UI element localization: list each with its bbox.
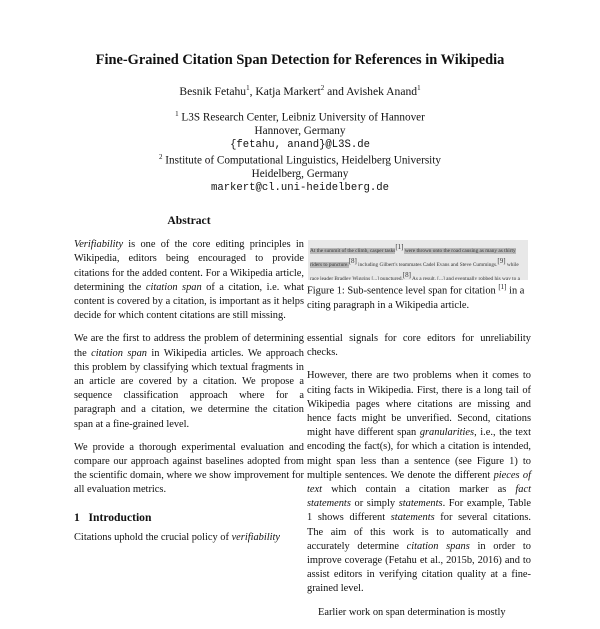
affiliation-2-name: Institute of Computational Linguistics, Heidelberg University [165, 154, 441, 167]
affiliation-1-location: Hannover, Germany [254, 125, 346, 138]
right-p2-t2: , i.e., the text encoding the fact(s), for which a citation is intended, might span less than a sentence (see Figure 1) to multiple sentences. We denote the different [307, 427, 531, 481]
abstract-p1-t1: is one of the core editing principles in Wikipedia, editors being encouraged to provide citations for the added content. For a Wikipedia article, determining the [74, 239, 304, 293]
intro-em1: verifiability [231, 531, 281, 543]
affiliation-2-email: markert@cl.uni-heidelberg.de [210, 181, 389, 194]
abstract-paragraph-3: We provide a thorough experimental evaluation and compare our approach against baselines adopted from the scientific domain, where we show improvement for all evaluation metrics. [74, 441, 304, 496]
right-p2-t4: or simply [350, 498, 399, 510]
author-2-sup: 2 [320, 84, 325, 92]
right-p2-em3: fact statements [307, 484, 531, 510]
abstract-p1-em1: Verifiability [74, 239, 124, 251]
figure-ref-3: [9] [497, 256, 506, 265]
right-p2-t5: . For example, Table 1 shows different [307, 498, 531, 524]
figure-ref-2: [8] [348, 256, 357, 265]
affiliation-2-sup: 2 [158, 153, 163, 161]
paper-title: Fine-Grained Citation Span Detection for References in Wikipedia [95, 52, 505, 68]
figure-span-4: while race leader Bradley Wiggins [...] punctured. [310, 261, 519, 280]
author-3: Avishek Anand [346, 84, 418, 98]
right-p2-em6: citation spans [406, 540, 470, 552]
abstract-p2-t2: in Wikipedia articles. We approach this problem by classifying which textual fragments in an article are covered by a citation. We propose a sequence classification approach where for a paragraph and a citation, we determine the citation span at a fine-grained level. [74, 347, 304, 430]
right-paragraph-2 [307, 369, 531, 596]
right-p2-t7: in order to improve coverage (Fetahu et al., 2015b, 2016) and to assist editors in verifying citation quality at a fine-grained level. [307, 540, 531, 595]
affiliation-1-sup: 1 [175, 110, 179, 118]
affiliation-2 [0, 151, 600, 196]
figure-1-example-paragraph [308, 240, 528, 280]
figure-span-5: As a result, [...] and eventually robbed his way to a [412, 275, 520, 280]
right-p2-t3: which contain a citation marker as [322, 484, 516, 496]
right-p2-t6: for several citations. The aim of this work is to automatically and accurately determine [307, 512, 531, 552]
author-1: Besnik Fetahu [179, 84, 247, 98]
author-list [0, 84, 600, 98]
abstract-paragraph-1 [74, 238, 304, 323]
figure-span-1: At the summit of the climb, casper tasks [310, 247, 396, 254]
right-paragraph-1: essential signals for core editors for unreliability checks. [307, 333, 531, 359]
right-p2-t1: However, there are two problems when it comes to citing facts in Wikipedia. First, there is a long tail of Wikipedia pages where citations are missing and hence facts might be unverified. Second, citations might have different span [307, 370, 531, 439]
left-column [74, 214, 304, 554]
intro-heading [74, 511, 304, 525]
affiliation-2-location: Heidelberg, Germany [251, 168, 349, 181]
abstract-p2-em1: citation span [91, 347, 147, 359]
intro-t1: Citations uphold the crucial policy of [74, 531, 232, 543]
caption-text: Figure 1: Sub-sentence level span for citation [307, 285, 499, 297]
right-p2-em1: granularities [419, 427, 475, 439]
author-2: Katja Markert [255, 84, 321, 98]
affiliation-1-email: {fetahu, anand}@L3S.de [230, 138, 370, 151]
intro-number: 1 [74, 510, 80, 524]
right-p2-em5: statements [390, 512, 435, 524]
caption-ref: [1] [498, 283, 507, 291]
abstract-p1-t2: of a citation, i.e. what content is covered by a citation, is important as it helps decide for which content citations are still missing. [74, 281, 304, 322]
intro-paragraph-1 [74, 531, 304, 545]
author-1-sup: 1 [246, 84, 250, 92]
abstract-p1-em2: citation span [145, 281, 202, 293]
caption-text-2: in a citing paragraph in a Wikipedia article. [307, 285, 525, 311]
abstract-heading: Abstract [167, 214, 211, 227]
right-column [307, 332, 531, 629]
figure-span-2: were thrown onto the road causing as many as thirty riders to puncture. [310, 247, 516, 268]
figure-span-3: including Gilbert's teammates Cadel Evans and Steve Cummings. [356, 261, 498, 268]
author-sep-1: , [249, 84, 256, 98]
abstract-p2-t1: We are the first to address the problem of determining the [74, 333, 304, 359]
author-3-sup: 1 [417, 84, 421, 92]
right-p2-em4: statements [398, 498, 443, 510]
figure-1-caption [307, 280, 531, 313]
right-paragraph-3: Earlier work on span determination is mostly [318, 606, 506, 618]
abstract-paragraph-2 [74, 332, 304, 431]
figure-ref-4: [8] [402, 270, 411, 279]
right-p2-em2: pieces of text [307, 469, 531, 496]
affiliation-1-name: L3S Research Center, Leibniz University of Hannover [181, 111, 425, 124]
affiliation-1 [0, 108, 600, 153]
author-sep-2: and [324, 84, 347, 98]
figure-ref-1: [1] [395, 243, 404, 251]
intro-title: Introduction [88, 510, 152, 524]
